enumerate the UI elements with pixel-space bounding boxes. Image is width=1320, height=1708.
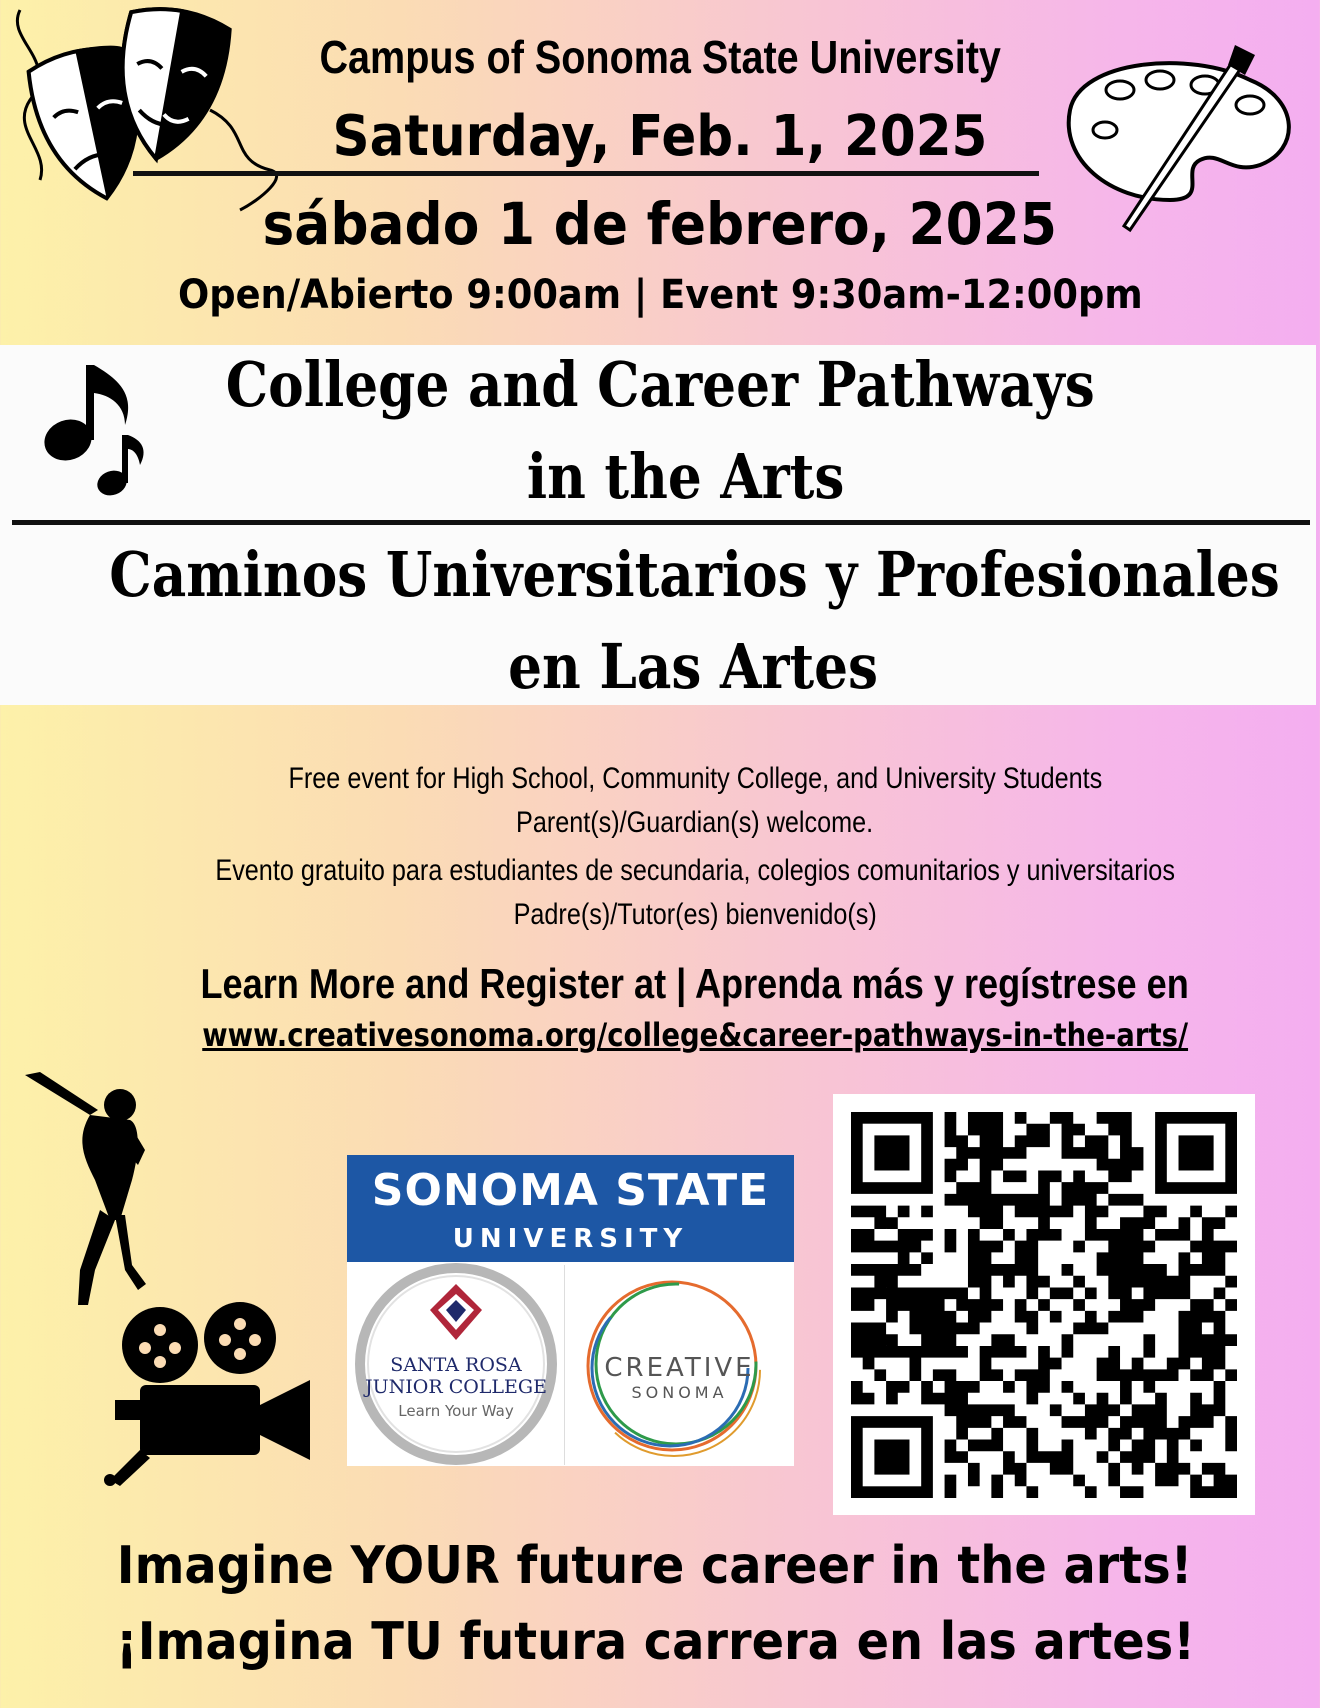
register-label: Learn More and Register at | Aprenda más y regístrese en <box>200 960 1190 1007</box>
event-hours: Open/Abierto 9:00am | Event 9:30am-12:00pm <box>177 272 1143 318</box>
srjc-logo-line-2: JUNIOR COLLEGE <box>365 1376 547 1398</box>
info-line-1: Free event for High School, Community College, and University Students <box>288 762 1102 795</box>
srjc-logo-line-1: SANTA ROSA <box>390 1354 522 1376</box>
creative-sonoma-line-2: SONOMA <box>631 1383 728 1402</box>
info-line-2: Parent(s)/Guardian(s) welcome. <box>516 806 874 839</box>
info-line-3: Evento gratuito para estudiantes de secundaria, colegios comunitarios y universitarios <box>215 854 1175 887</box>
qr-code[interactable] <box>833 1094 1255 1515</box>
tagline-spanish: ¡Imagina TU futura carrera en las artes! <box>115 1612 1195 1672</box>
ssu-logo-line-2: UNIVERSITY <box>452 1224 689 1254</box>
info-line-4: Padre(s)/Tutor(es) bienvenido(s) <box>513 898 877 931</box>
qr-code-icon <box>833 1094 1255 1515</box>
title-english-line-1: College and Career Pathways <box>225 348 1095 421</box>
creative-sonoma-line-1: CREATIVE <box>604 1353 755 1383</box>
date-english: Saturday, Feb. 1, 2025 <box>332 104 988 169</box>
title-english-line-2: in the Arts <box>527 440 845 513</box>
srjc-tagline: Learn Your Way <box>398 1402 514 1420</box>
title-spanish-line-2: en Las Artes <box>508 630 878 703</box>
venue-line: Campus of Sonoma State University <box>319 31 1001 83</box>
date-divider <box>133 171 1039 176</box>
tagline-english: Imagine YOUR future career in the arts! <box>117 1536 1193 1596</box>
ssu-logo-line-1: SONOMA STATE <box>371 1165 770 1216</box>
register-link[interactable]: www.creativesonoma.org/college&career-pathways-in-the-arts/ <box>202 1016 1188 1054</box>
date-spanish: sábado 1 de febrero, 2025 <box>262 190 1058 258</box>
dancer-icon <box>20 1070 150 1310</box>
film-camera-icon <box>100 1300 330 1490</box>
title-spanish-line-1: Caminos Universitarios y Profesionales <box>109 538 1281 611</box>
title-divider <box>12 520 1310 525</box>
